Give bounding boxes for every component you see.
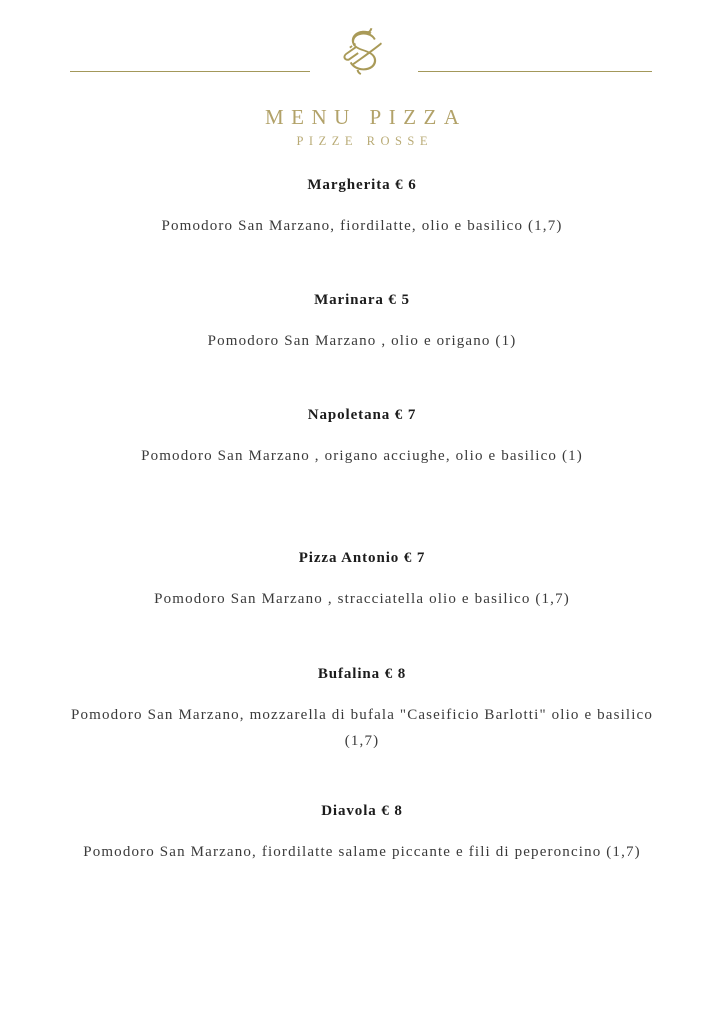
restaurant-monogram-s-icon: [325, 26, 399, 88]
menu-item-diavola: [0, 802, 724, 865]
menu-header: [0, 0, 724, 150]
spacer: [0, 469, 724, 549]
spacer: [0, 613, 724, 665]
spacer: [0, 754, 724, 802]
spacer: [0, 239, 724, 291]
menu-items-list: [0, 176, 724, 866]
divider-rule-left: [70, 71, 310, 72]
crest-row: [0, 26, 724, 88]
menu-item-description: Pomodoro San Marzano, mozzarella di bufala "Caseificio Barlotti" olio e basilico (1,7): [70, 706, 654, 749]
menu-item-name: Margherita € 6: [307, 176, 417, 193]
menu-item-name: Marinara € 5: [314, 291, 410, 308]
divider-rule-right: [418, 71, 652, 72]
menu-item-name: Pizza Antonio € 7: [298, 550, 426, 567]
menu-item-name: Diavola € 8: [321, 803, 403, 819]
menu-item-description: Pomodoro San Marzano , olio e origano (1): [207, 332, 517, 349]
spacer: [0, 354, 724, 406]
menu-item-pizza-antonio: [0, 549, 724, 612]
menu-item-margherita: [0, 176, 724, 239]
menu-item-description: Pomodoro San Marzano, fiordilatte, olio e basilico (1,7): [161, 217, 563, 234]
page-subtitle: PIZZE ROSSE: [296, 134, 434, 149]
menu-item-bufalina: [0, 665, 724, 755]
menu-item-name: Bufalina € 8: [317, 665, 407, 682]
menu-item-description: Pomodoro San Marzano , origano acciughe, olio e basilico (1): [141, 448, 583, 464]
menu-item-name: Napoletana € 7: [307, 407, 417, 423]
menu-item-napoletana: [0, 406, 724, 469]
menu-item-description: Pomodoro San Marzano, fiordilatte salame piccante e fili di peperoncino (1,7): [83, 844, 641, 860]
menu-item-description: Pomodoro San Marzano , stracciatella olio e basilico (1,7): [154, 591, 570, 608]
menu-item-marinara: [0, 291, 724, 354]
page-title: MENU PIZZA: [264, 105, 467, 129]
